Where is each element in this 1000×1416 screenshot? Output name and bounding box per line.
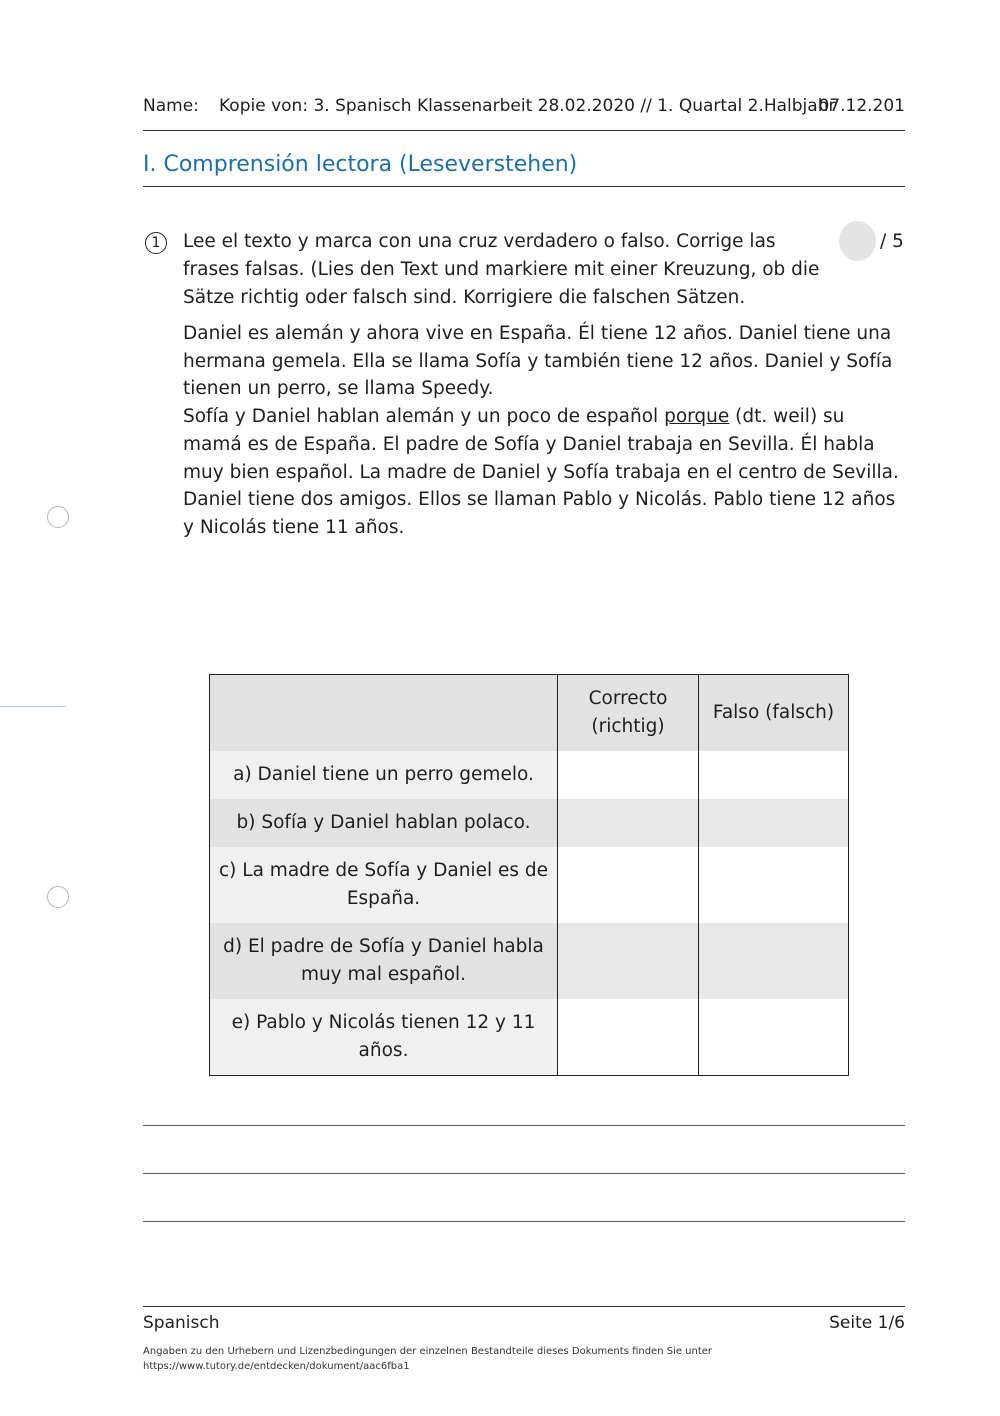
task-number: 1 [145,232,167,254]
true-false-table [209,674,849,1076]
table-header-row [210,675,849,752]
section-title: I. Comprensión lectora (Leseverstehen) [143,152,578,177]
name-label: Name: [143,96,199,116]
false-answer-cell[interactable] [699,847,849,923]
correct-answer-cell[interactable] [558,923,699,999]
fold-mark [0,706,66,707]
writing-line[interactable] [143,1173,905,1174]
statement-cell: b) Sofía y Daniel hablan polaco. [210,799,558,847]
statement-header [210,675,558,752]
table-row [210,999,849,1076]
footer-subject: Spanisch [143,1313,220,1333]
correct-answer-cell[interactable] [558,847,699,923]
document-title: Kopie von: 3. Spanisch Klassenarbeit 28.02.2020 // 1. Quartal 2.Halbjahr [219,96,836,116]
correct-answer-cell[interactable] [558,799,699,847]
license-url[interactable]: https://www.tutory.de/entdecken/dokument/aac6fba1 [143,1361,410,1372]
writing-line[interactable] [143,1125,905,1126]
section-divider [143,186,905,187]
page-number: Seite 1/6 [829,1313,905,1333]
table-row [210,847,849,923]
false-header: Falso (falsch) [699,675,849,752]
reading-p2-after: (dt. weil) su mamá es de España. El padre de Sofía y Daniel trabaja en Sevilla. Él habla muy bien español. La madre de Daniel y Sofía trabaja en el centro de Sevilla. Daniel tiene dos amigos. Ellos se llaman Pablo y Nicolás. Pablo tiene 12 años y Nicolás tiene 11 años. [183,406,899,538]
header-divider [143,130,905,131]
reading-p2-before: Sofía y Daniel hablan alemán y un poco de español [183,406,665,428]
statement-cell: a) Daniel tiene un perro gemelo. [210,751,558,799]
correct-answer-cell[interactable] [558,999,699,1076]
false-answer-cell[interactable] [699,999,849,1076]
false-answer-cell[interactable] [699,751,849,799]
statement-cell: d) El padre de Sofía y Daniel habla muy mal español. [210,923,558,999]
punch-hole-mark [47,506,69,528]
statement-cell: c) La madre de Sofía y Daniel es de España. [210,847,558,923]
license-notice [143,1344,843,1374]
false-answer-cell[interactable] [699,799,849,847]
statement-cell: e) Pablo y Nicolás tienen 12 y 11 años. [210,999,558,1076]
footer-divider [143,1306,905,1307]
correct-header: Correcto (richtig) [558,675,699,752]
document-date: 07.12.201 [818,96,905,116]
reading-text [183,320,908,542]
license-text: Angaben zu den Urhebern und Lizenzbedingungen der einzelnen Bestandteile dieses Dokuments finden Sie unter [143,1346,713,1357]
writing-line[interactable] [143,1221,905,1222]
task-instruction: Lee el texto y marca con una cruz verdadero o falso. Corrige las frases falsas. (Lies den Text und markiere mit einer Kreuzung, ob die Sätze richtig oder falsch sind. Korrigiere die falschen Sätzen. [183,231,820,308]
false-answer-cell[interactable] [699,923,849,999]
reading-paragraph-2 [183,403,908,542]
correct-answer-cell[interactable] [558,751,699,799]
score-field[interactable] [839,221,876,261]
score-total: / 5 [880,231,904,252]
underlined-word: porque [664,406,730,428]
table-row [210,923,849,999]
table-row [210,751,849,799]
table-row [210,799,849,847]
document-header [143,96,905,120]
reading-paragraph-1: Daniel es alemán y ahora vive en España. Él tiene 12 años. Daniel tiene una hermana gemela. Ella se llama Sofía y también tiene 12 años. Daniel y Sofía tienen un perro, se llama Speedy. [183,323,893,400]
punch-hole-mark [47,886,69,908]
